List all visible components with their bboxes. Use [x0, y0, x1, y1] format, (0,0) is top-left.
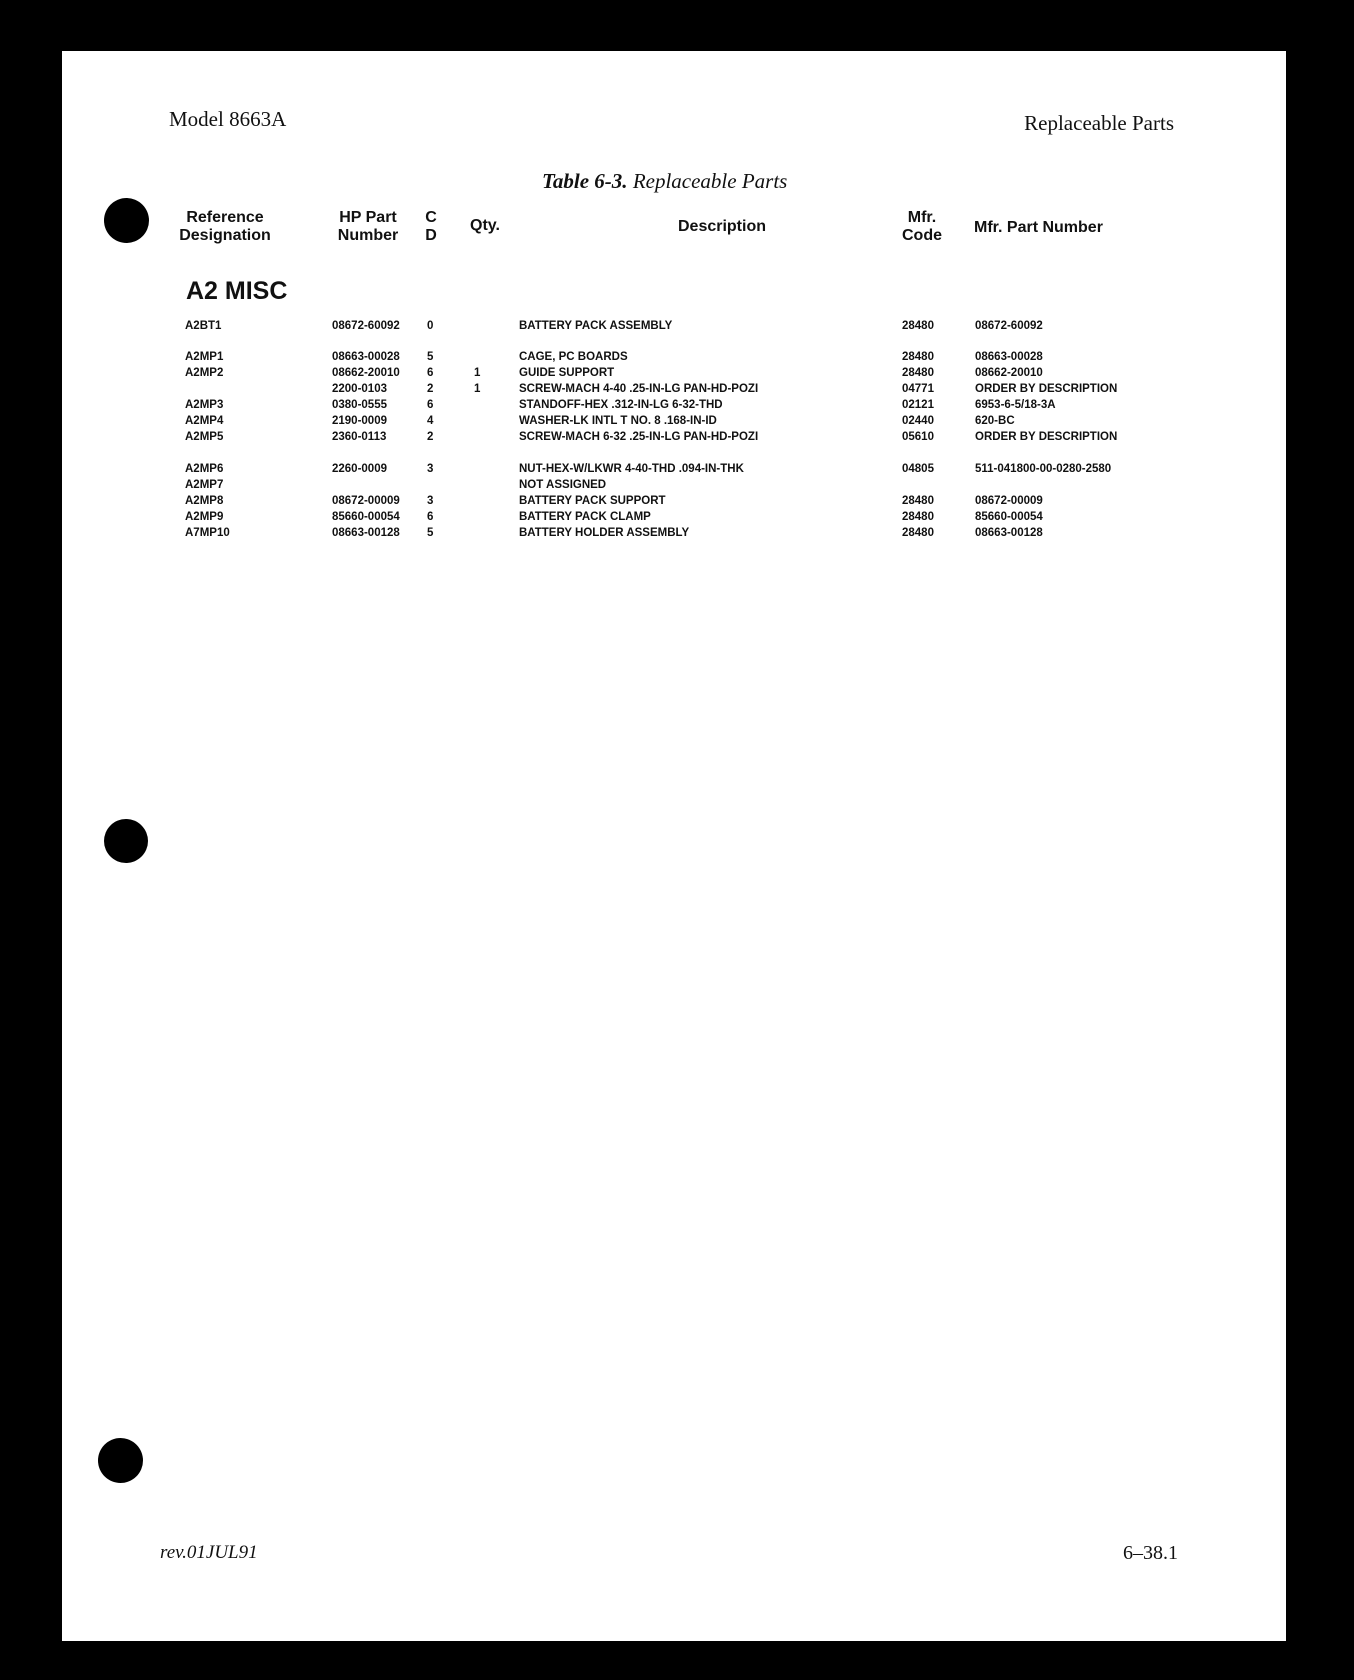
cell-mfr-part-number: ORDER BY DESCRIPTION — [975, 431, 1118, 443]
section-header: Replaceable Parts — [1024, 111, 1174, 135]
cell-hp-part: 08672-60092 — [332, 320, 400, 332]
table-row — [62, 527, 1286, 543]
cell-description: STANDOFF-HEX .312-IN-LG 6-32-THD — [519, 399, 723, 411]
table-title-text: Replaceable Parts — [632, 169, 788, 193]
cell-mfr-part-number: 08672-60092 — [975, 320, 1043, 332]
cell-description: WASHER-LK INTL T NO. 8 .168-IN-ID — [519, 415, 717, 427]
cell-description: NOT ASSIGNED — [519, 479, 607, 491]
col-header-hp-part-line1: HP Part — [339, 209, 397, 226]
cell-reference: A2MP7 — [185, 479, 224, 491]
cell-reference: A2MP8 — [185, 495, 224, 507]
cell-description: SCREW-MACH 6-32 .25-IN-LG PAN-HD-POZI — [519, 431, 759, 443]
cell-hp-part: 2360-0113 — [332, 431, 387, 443]
cell-description: BATTERY PACK ASSEMBLY — [519, 320, 673, 332]
cell-mfr-code: 28480 — [902, 495, 934, 507]
cell-description: BATTERY PACK CLAMP — [519, 511, 651, 523]
table-row — [62, 367, 1286, 383]
cell-hp-part: 2190-0009 — [332, 415, 387, 427]
model-header: Model 8663A — [169, 107, 287, 131]
col-header-mfr-code — [892, 209, 952, 245]
cell-reference: A2MP3 — [185, 399, 224, 411]
cell-hp-part: 08663-00128 — [332, 527, 400, 539]
table-row — [62, 320, 1286, 336]
cell-mfr-code: 05610 — [902, 431, 934, 443]
cell-mfr-part-number: 85660-00054 — [975, 511, 1043, 523]
cell-reference: A7MP10 — [185, 527, 230, 539]
cell-reference: A2MP5 — [185, 431, 224, 443]
cell-mfr-code: 28480 — [902, 367, 934, 379]
col-header-cd-line2: D — [425, 227, 437, 244]
cell-mfr-code: 28480 — [902, 351, 934, 363]
punch-hole-middle — [104, 819, 148, 863]
table-title-label: Table 6-3. — [542, 169, 628, 193]
cell-mfr-part-number: 08672-00009 — [975, 495, 1043, 507]
cell-cd: 6 — [427, 511, 434, 523]
cell-description: CAGE, PC BOARDS — [519, 351, 628, 363]
cell-mfr-code: 04771 — [902, 383, 934, 395]
cell-cd: 0 — [427, 320, 434, 332]
cell-cd: 4 — [427, 415, 434, 427]
table-row — [62, 383, 1286, 399]
col-header-mfr-part-number: Mfr. Part Number — [974, 219, 1103, 236]
cell-mfr-code: 28480 — [902, 511, 934, 523]
col-header-mfr-code-line1: Mfr. — [907, 209, 937, 226]
cell-cd: 2 — [427, 383, 434, 395]
cell-description: GUIDE SUPPORT — [519, 367, 615, 379]
cell-mfr-code: 02121 — [902, 399, 934, 411]
cell-description: SCREW-MACH 4-40 .25-IN-LG PAN-HD-POZI — [519, 383, 759, 395]
cell-reference: A2MP4 — [185, 415, 224, 427]
cell-description: NUT-HEX-W/LKWR 4-40-THD .094-IN-THK — [519, 463, 744, 475]
cell-cd: 5 — [427, 527, 434, 539]
cell-description: BATTERY HOLDER ASSEMBLY — [519, 527, 690, 539]
table-row — [62, 463, 1286, 479]
cell-reference: A2MP1 — [185, 351, 224, 363]
cell-hp-part: 2260-0009 — [332, 463, 387, 475]
cell-mfr-part-number: 6953-6-5/18-3A — [975, 399, 1056, 411]
cell-description: BATTERY PACK SUPPORT — [519, 495, 666, 507]
col-header-hp-part — [328, 209, 408, 245]
cell-cd: 3 — [427, 463, 434, 475]
table-title — [542, 169, 787, 194]
cell-qty: 1 — [474, 383, 481, 395]
cell-hp-part: 85660-00054 — [332, 511, 400, 523]
cell-cd: 3 — [427, 495, 434, 507]
cell-mfr-code: 04805 — [902, 463, 934, 475]
cell-mfr-part-number: ORDER BY DESCRIPTION — [975, 383, 1118, 395]
cell-hp-part: 08672-00009 — [332, 495, 400, 507]
col-header-cd — [419, 209, 443, 245]
cell-mfr-part-number: 08663-00028 — [975, 351, 1043, 363]
revision-footer: rev.01JUL91 — [160, 1542, 258, 1563]
col-header-reference-line2: Designation — [179, 227, 271, 244]
cell-mfr-code: 02440 — [902, 415, 934, 427]
table-row — [62, 399, 1286, 415]
cell-reference: A2BT1 — [185, 320, 222, 332]
cell-hp-part: 08662-20010 — [332, 367, 400, 379]
cell-mfr-code: 28480 — [902, 320, 934, 332]
col-header-mfr-code-line2: Code — [902, 227, 942, 244]
document-page — [62, 51, 1286, 1641]
punch-hole-bottom — [98, 1438, 143, 1483]
cell-reference: A2MP9 — [185, 511, 224, 523]
section-heading: A2 MISC — [186, 277, 288, 305]
cell-hp-part: 2200-0103 — [332, 383, 387, 395]
col-header-reference — [175, 209, 275, 245]
col-header-cd-line1: C — [425, 209, 437, 226]
cell-mfr-part-number: 08662-20010 — [975, 367, 1043, 379]
cell-mfr-part-number: 620-BC — [975, 415, 1015, 427]
col-header-qty: Qty. — [470, 217, 500, 234]
table-row — [62, 431, 1286, 447]
cell-reference: A2MP6 — [185, 463, 224, 475]
cell-mfr-code: 28480 — [902, 527, 934, 539]
cell-mfr-part-number: 08663-00128 — [975, 527, 1043, 539]
punch-hole-top — [104, 198, 149, 243]
cell-hp-part: 0380-0555 — [332, 399, 387, 411]
cell-qty: 1 — [474, 367, 481, 379]
cell-cd: 2 — [427, 431, 434, 443]
cell-cd: 6 — [427, 367, 434, 379]
table-row — [62, 415, 1286, 431]
table-row — [62, 479, 1286, 495]
cell-cd: 6 — [427, 399, 434, 411]
table-row — [62, 351, 1286, 367]
cell-reference: A2MP2 — [185, 367, 224, 379]
col-header-reference-line1: Reference — [186, 209, 264, 226]
cell-hp-part: 08663-00028 — [332, 351, 400, 363]
table-row — [62, 511, 1286, 527]
table-row — [62, 495, 1286, 511]
page-number: 6–38.1 — [1123, 1542, 1178, 1564]
col-header-hp-part-line2: Number — [337, 227, 399, 244]
cell-mfr-part-number: 511-041800-00-0280-2580 — [975, 463, 1112, 475]
col-header-description: Description — [677, 218, 766, 235]
cell-cd: 5 — [427, 351, 434, 363]
